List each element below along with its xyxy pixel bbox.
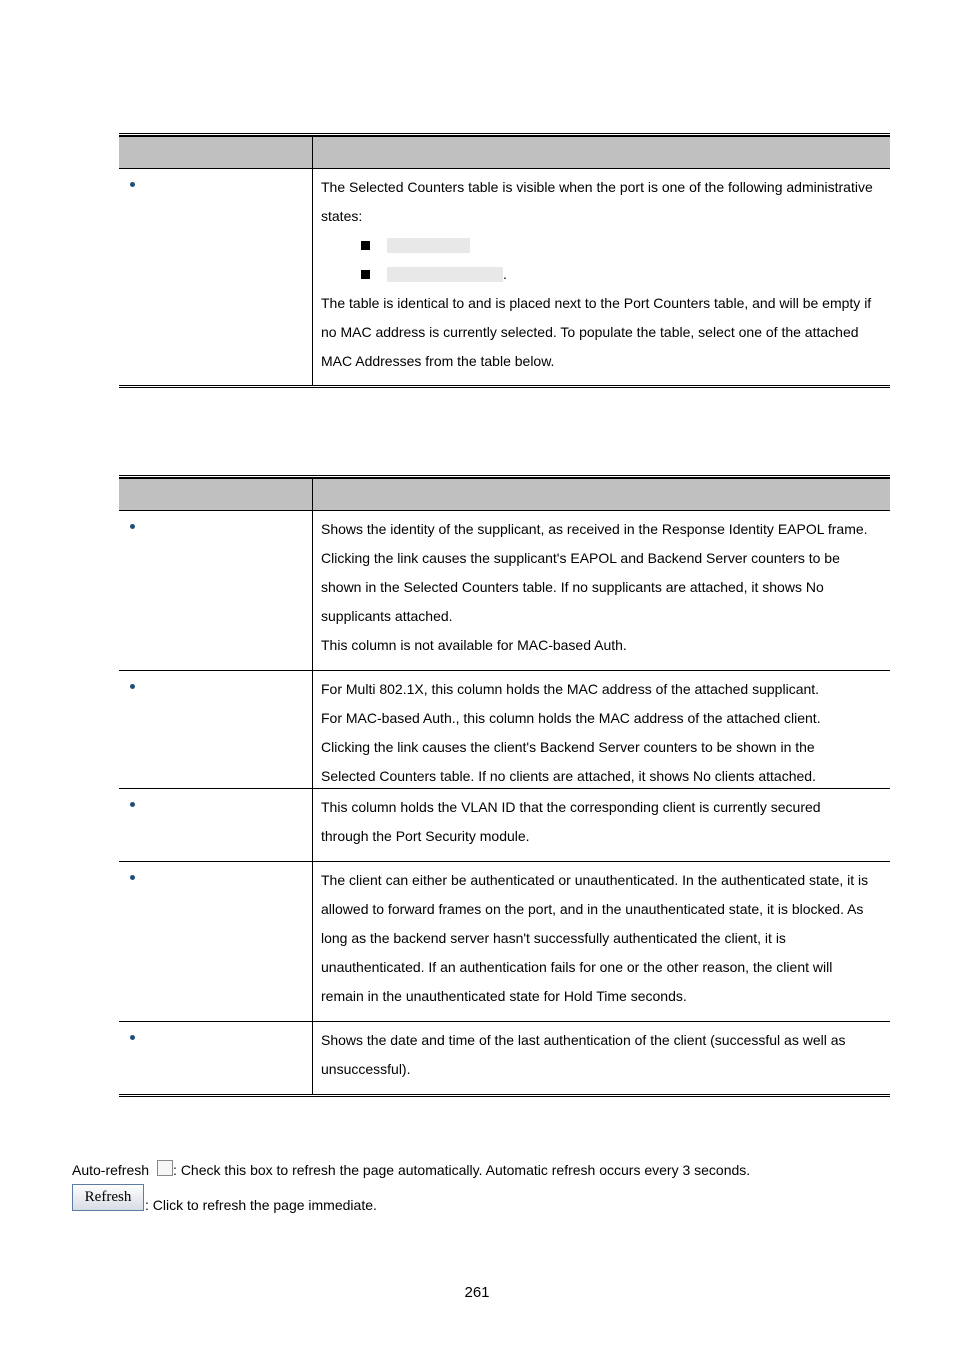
description-cell <box>313 169 890 385</box>
description-line: The client can either be authenticated or unauthenticated. In the authenticated state, it is <box>321 872 869 888</box>
table-row <box>119 1022 890 1094</box>
attached-clients-table <box>119 475 890 1097</box>
page-number: 261 <box>464 1284 490 1301</box>
refresh-button[interactable]: Refresh <box>72 1184 144 1211</box>
square-bullet-icon <box>361 241 370 250</box>
description-line: through the Port Security module. <box>321 828 530 844</box>
description-line: unsuccessful). <box>321 1061 411 1077</box>
bullet-icon <box>130 1035 135 1040</box>
description-line: Selected Counters table. If no clients are attached, it shows No clients attached. <box>321 768 816 784</box>
description-line: For Multi 802.1X, this column holds the MAC address of the attached supplicant. <box>321 681 820 697</box>
description-line: Clicking the link causes the client's Backend Server counters to be shown in the <box>321 739 815 755</box>
object-cell <box>119 169 313 385</box>
square-bullet-icon <box>361 270 370 279</box>
header-object-cell <box>119 137 313 168</box>
object-cell <box>119 671 313 788</box>
redacted-text <box>387 267 503 282</box>
table-row <box>119 169 890 385</box>
description-text: The Selected Counters table is visible when the port is one of the following administrative states: <box>321 179 873 224</box>
list-item-text: . <box>503 266 507 282</box>
auto-refresh-checkbox[interactable] <box>157 1160 173 1176</box>
description-line: allowed to forward frames on the port, and in the unauthenticated state, it is blocked. As <box>321 901 864 917</box>
description-line: Shows the identity of the supplicant, as received in the Response Identity EAPOL frame. <box>321 521 868 537</box>
description-cell <box>313 1022 890 1094</box>
description-line: remain in the unauthenticated state for Hold Time seconds. <box>321 988 687 1004</box>
header-description-cell <box>313 479 890 510</box>
list-item <box>321 260 884 289</box>
redacted-text <box>387 238 470 253</box>
bullet-icon <box>130 802 135 807</box>
description-line: Shows the date and time of the last authentication of the client (successful as well as <box>321 1032 846 1048</box>
bullet-icon <box>130 875 135 880</box>
table-row <box>119 511 890 671</box>
table-header <box>119 136 890 169</box>
auto-refresh-description: : Check this box to refresh the page automatically. Automatic refresh occurs every 3 seconds. <box>173 1162 751 1178</box>
table-row <box>119 671 890 789</box>
description-line: This column is not available for MAC-based Auth. <box>321 637 627 653</box>
object-cell <box>119 1022 313 1094</box>
description-line: This column holds the VLAN ID that the corresponding client is currently secured <box>321 799 821 815</box>
object-cell <box>119 862 313 1021</box>
table-row <box>119 862 890 1022</box>
auto-refresh-label: Auto-refresh <box>72 1162 150 1178</box>
description-line: For MAC-based Auth., this column holds the MAC address of the attached client. <box>321 710 821 726</box>
table-header <box>119 478 890 511</box>
header-description-cell <box>313 137 890 168</box>
object-cell <box>119 511 313 670</box>
selected-counters-table <box>119 133 890 388</box>
description-cell <box>313 789 890 861</box>
description-text: The table is identical to and is placed next to the Port Counters table, and will be empty if no MAC address is currently selected. To populate the table, select one of the attached MAC Addresses from the table below. <box>321 295 872 369</box>
bullet-icon <box>130 182 135 187</box>
description-cell <box>313 862 890 1021</box>
description-cell <box>313 511 890 670</box>
description-cell <box>313 671 890 788</box>
bullet-icon <box>130 684 135 689</box>
auto-refresh-line <box>72 1160 750 1178</box>
description-line: unauthenticated. If an authentication fails for one or the other reason, the client will <box>321 959 833 975</box>
list-item <box>321 231 884 260</box>
description-line: long as the backend server hasn't successfully authenticated the client, it is <box>321 930 786 946</box>
header-object-cell <box>119 479 313 510</box>
description-line: shown in the Selected Counters table. If no supplicants are attached, it shows No <box>321 579 824 595</box>
description-line: Clicking the link causes the supplicant's EAPOL and Backend Server counters to be <box>321 550 840 566</box>
description-line: supplicants attached. <box>321 608 453 624</box>
bullet-icon <box>130 524 135 529</box>
table-row <box>119 789 890 862</box>
refresh-description: : Click to refresh the page immediate. <box>145 1197 377 1213</box>
object-cell <box>119 789 313 861</box>
